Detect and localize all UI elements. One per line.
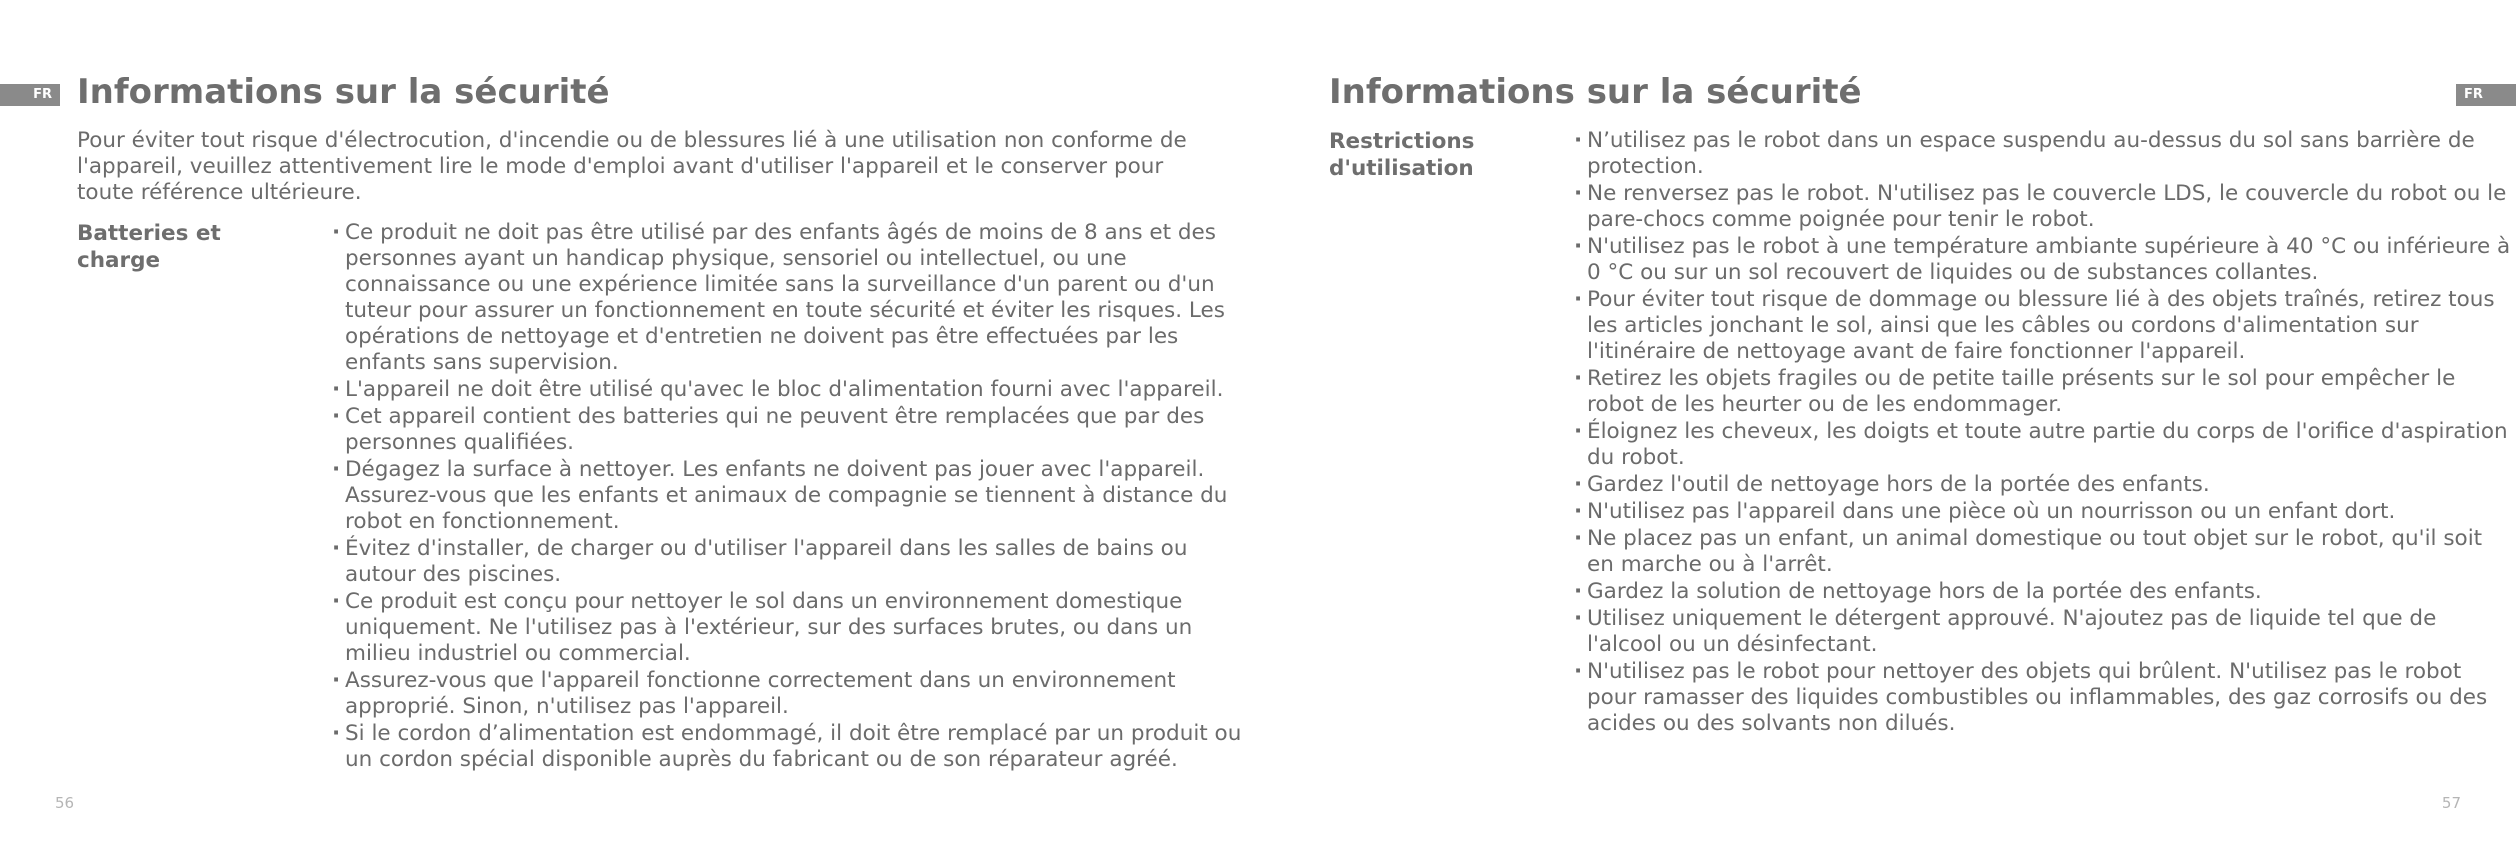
list-item: · Retirez les objets fragiles ou de petite taille présents sur le sol pour empêcher le robot de les heurter ou de les endommager. bbox=[1574, 366, 2514, 418]
section-label: Batteries et charge bbox=[77, 221, 221, 273]
list-item: · Gardez la solution de nettoyage hors de la portée des enfants. bbox=[1574, 579, 2514, 605]
list-item: · N’utilisez pas le robot dans un espace suspendu au-dessus du sol sans barrière de protection. bbox=[1574, 128, 2514, 180]
page-title: Informations sur la sécurité bbox=[77, 72, 610, 112]
list-item: · L'appareil ne doit être utilisé qu'avec le bloc d'alimentation fourni avec l'appareil. bbox=[332, 377, 1262, 403]
list-item: · Pour éviter tout risque de dommage ou blessure lié à des objets traînés, retirez tous les articles jonchant le sol, ainsi que les câbles ou cordons d'alimentation sur l'itinéraire de nettoyage avant de faire fonctionner l'appareil. bbox=[1574, 287, 2514, 365]
list-item: · N'utilisez pas le robot pour nettoyer des objets qui brûlent. N'utilisez pas le robot pour ramasser des liquides combustibles ou inflammables, des gaz corrosifs ou des acides ou des solvants non dilués. bbox=[1574, 659, 2514, 737]
section-label: Restrictions d'utilisation bbox=[1329, 129, 1475, 181]
list-item: · Utilisez uniquement le détergent approuvé. N'ajoutez pas de liquide tel que de l'alcool ou un désinfectant. bbox=[1574, 606, 2514, 658]
right-page bbox=[1258, 0, 2516, 863]
bullet-list bbox=[1574, 128, 2514, 738]
list-item: · Évitez d'installer, de charger ou d'utiliser l'appareil dans les salles de bains ou autour des piscines. bbox=[332, 536, 1262, 588]
list-item: · Assurez-vous que l'appareil fonctionne correctement dans un environnement approprié. Sinon, n'utilisez pas l'appareil. bbox=[332, 668, 1262, 720]
language-badge: FR bbox=[0, 84, 60, 106]
list-item: · Ne placez pas un enfant, un animal domestique ou tout objet sur le robot, qu'il soit en marche ou à l'arrêt. bbox=[1574, 526, 2514, 578]
list-item: · Éloignez les cheveux, les doigts et toute autre partie du corps de l'orifice d'aspiration du robot. bbox=[1574, 419, 2514, 471]
list-item: · Cet appareil contient des batteries qui ne peuvent être remplacées que par des personnes qualifiées. bbox=[332, 404, 1262, 456]
bullet-list bbox=[332, 220, 1262, 774]
list-item: · Ce produit ne doit pas être utilisé par des enfants âgés de moins de 8 ans et des personnes ayant un handicap physique, sensoriel ou intellectuel, ou une connaissance ou une expérience limitée sans la surveillance d'un parent ou d'un tuteur pour assurer un fonctionnement en toute sécurité et éviter les risques. Les opérations de nettoyage et d'entretien ne doivent pas être effectuées par les enfants sans supervision. bbox=[332, 220, 1262, 376]
page-number: 57 bbox=[2441, 794, 2461, 812]
list-item: · Gardez l'outil de nettoyage hors de la portée des enfants. bbox=[1574, 472, 2514, 498]
list-item: · N'utilisez pas l'appareil dans une pièce où un nourrisson ou un enfant dort. bbox=[1574, 499, 2514, 525]
list-item: · Si le cordon d’alimentation est endommagé, il doit être remplacé par un produit ou un cordon spécial disponible auprès du fabricant ou de son réparateur agréé. bbox=[332, 721, 1262, 773]
list-item: · Ne renversez pas le robot. N'utilisez pas le couvercle LDS, le couvercle du robot ou le pare-chocs comme poignée pour tenir le robot. bbox=[1574, 181, 2514, 233]
page-number: 56 bbox=[55, 794, 75, 812]
list-item: · Ce produit est conçu pour nettoyer le sol dans un environnement domestique uniquement. Ne l'utilisez pas à l'extérieur, sur des surfaces brutes, ou dans un milieu industriel ou commercial. bbox=[332, 589, 1262, 667]
language-badge: FR bbox=[2456, 84, 2516, 106]
page-title: Informations sur la sécurité bbox=[1329, 72, 1862, 112]
intro-paragraph: Pour éviter tout risque d'électrocution, d'incendie ou de blessures lié à une utilisation non conforme de l'appareil, veuillez attentivement lire le mode d'emploi avant d'utiliser l'appareil et le conserver pour toute référence ultérieure. bbox=[77, 128, 1187, 205]
list-item: · Dégagez la surface à nettoyer. Les enfants ne doivent pas jouer avec l'appareil. Assurez-vous que les enfants et animaux de compagnie se tiennent à distance du robot en fonctionnement. bbox=[332, 457, 1262, 535]
list-item: · N'utilisez pas le robot à une température ambiante supérieure à 40 °C ou inférieure à 0 °C ou sur un sol recouvert de liquides ou de substances collantes. bbox=[1574, 234, 2514, 286]
